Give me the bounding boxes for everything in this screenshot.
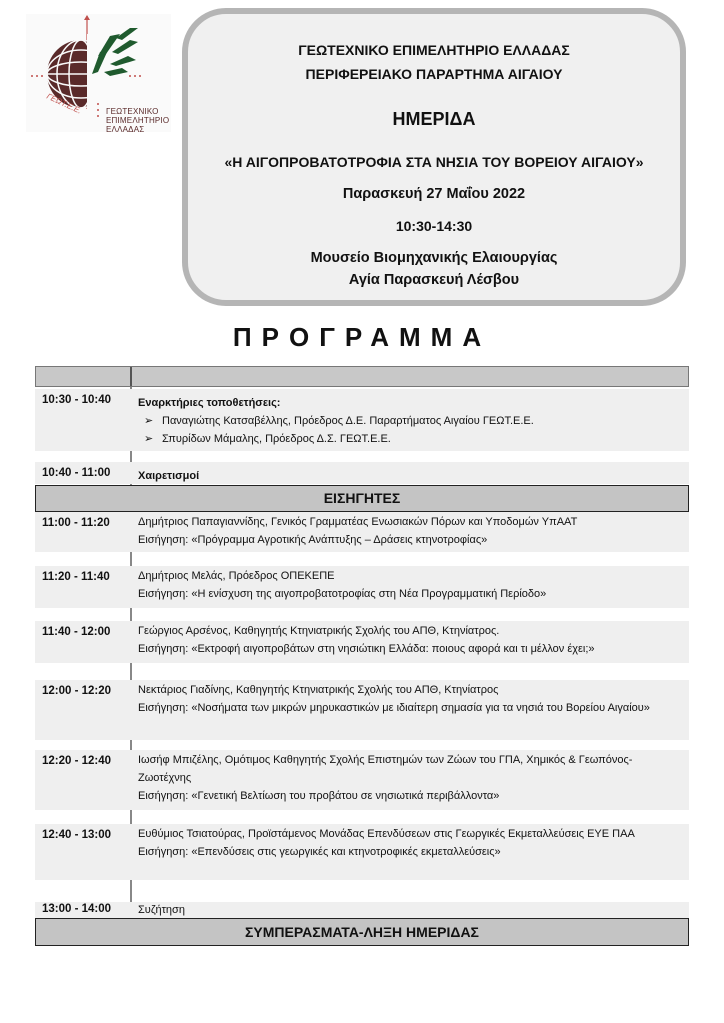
bullet-item [138, 430, 681, 448]
row-time: 12:20 - 12:40 [42, 755, 112, 767]
row-time: 11:40 - 12:00 [42, 626, 111, 638]
logo-caption-line: ΕΛΛΑΔΑΣ [106, 125, 145, 134]
row-content: Συζήτηση [138, 904, 185, 916]
speakers-section-heading: ΕΙΣΗΓΗΤΕΣ [35, 485, 689, 512]
row-time: 12:40 - 13:00 [42, 829, 112, 841]
talk-title: Εισήγηση: «Επενδύσεις στις γεωργικές και κτηνοτροφικές εκμεταλλεύσεις» [138, 846, 501, 858]
row-content [138, 825, 681, 861]
talk-title: Εισήγηση: «Νοσήματα των μικρών μηρυκαστικών με ιδιαίτερη σημασία για τα νησιά του Βορείου Αιγαίου» [138, 702, 650, 714]
event-type: ΗΜΕΡΙΔΑ [392, 109, 476, 129]
logo-caption-line: ΓΕΩΤΕΧΝΙΚΟ [106, 107, 159, 116]
geotee-logo [26, 14, 171, 132]
row-time: 13:00 - 14:00 [42, 903, 112, 915]
table-row-talk [35, 566, 689, 608]
row-content [138, 394, 681, 448]
opening-heading: Εναρκτήριες τοποθετήσεις: [138, 397, 281, 409]
org-branch: ΠΕΡΙΦΕΡΕΙΑΚΟ ΠΑΡΑΡΤΗΜΑ ΑΙΓΑΙΟΥ [305, 66, 563, 82]
program-title: ΠΡΟΓΡΑΜΜΑ [232, 322, 492, 352]
speaker: Νεκτάριος Γιαδίνης, Καθηγητής Κτηνιατρικής Σχολής του ΑΠΘ, Κτηνίατρος [138, 684, 499, 696]
table-row-greetings [35, 462, 689, 484]
event-header-box [182, 8, 686, 306]
header-divider [130, 367, 132, 386]
svg-text:ΓΕΩΤ.Ε.Ε.: ΓΕΩΤ.Ε.Ε. [45, 91, 83, 116]
talk-title: Εισήγηση: «Η ενίσχυση της αιγοπροβατοτροφίας στη Νέα Προγραμματική Περίοδο» [138, 588, 547, 600]
event-location: Αγία Παρασκευή Λέσβου [348, 272, 520, 288]
table-row-opening [35, 389, 689, 451]
bullet-text: Σπυρίδων Μάμαλης, Πρόεδρος Δ.Σ. ΓΕΩΤ.Ε.Ε. [162, 433, 391, 445]
row-time: 10:40 - 11:00 [42, 467, 111, 479]
bullet-text: Παναγιώτης Κατσαβέλλης, Πρόεδρος Δ.Ε. Παραρτήματος Αιγαίου ΓΕΩΤ.Ε.Ε. [162, 415, 534, 427]
speaker: Ιωσήφ Μπιζέλης, Ομότιμος Καθηγητής Σχολής Επιστημών των Ζώων του ΓΠΑ, Χημικός & Γεωπόνος-Ζωοτέχνης [138, 754, 633, 784]
table-row-discussion [35, 902, 689, 918]
arrowhead-bullet-icon: ➢ [144, 433, 154, 445]
row-content [138, 751, 681, 805]
row-content [138, 567, 681, 603]
closing-section-heading: ΣΥΜΠΕΡΑΣΜΑΤΑ-ΛΗΞΗ ΗΜΕΡΙΔΑΣ [35, 918, 689, 946]
row-time: 10:30 - 10:40 [42, 394, 112, 406]
speaker: Δημήτριος Παπαγιαννίδης, Γενικός Γραμματέας Ενωσιακών Πόρων και Υποδομών ΥπΑΑΤ [138, 516, 578, 528]
table-row-talk [35, 621, 689, 663]
row-time: 12:00 - 12:20 [42, 685, 112, 697]
speaker: Δημήτριος Μελάς, Πρόεδρος ΟΠΕΚΕΠΕ [138, 570, 335, 582]
table-header-row [35, 366, 689, 387]
org-name: ΓΕΩΤΕΧΝΙΚΟ ΕΠΙΜΕΛΗΤΗΡΙΟ ΕΛΛΑΔΑΣ [298, 42, 570, 58]
table-row-talk [35, 680, 689, 740]
table-row-talk [35, 750, 689, 810]
row-time: 11:00 - 11:20 [42, 517, 110, 529]
row-content: Χαιρετισμοί [138, 470, 200, 482]
event-date: Παρασκευή 27 Μαΐου 2022 [342, 186, 526, 202]
row-content [138, 513, 681, 549]
logo-caption [106, 107, 169, 134]
event-title: «Η ΑΙΓΟΠΡΟΒΑΤΟΤΡΟΦΙΑ ΣΤΑ ΝΗΣΙΑ ΤΟΥ ΒΟΡΕΙΟΥ ΑΙΓΑΙΟΥ» [224, 154, 644, 170]
logo-caption-line: ΕΠΙΜΕΛΗΤΗΡΙΟ [106, 116, 170, 125]
table-row-talk [35, 512, 689, 552]
row-content [138, 622, 681, 658]
talk-title: Εισήγηση: «Πρόγραμμα Αγροτικής Ανάπτυξης – Δράσεις κτηνοτροφίας» [138, 534, 488, 546]
event-time: 10:30-14:30 [395, 218, 473, 234]
bullet-item [138, 412, 681, 430]
talk-title: Εισήγηση: «Γενετική Βελτίωση του προβάτου σε νησιωτικά περιβάλλοντα» [138, 790, 500, 802]
speaker: Γεώργιος Αρσένος, Καθηγητής Κτηνιατρικής Σχολής του ΑΠΘ, Κτηνίατρος. [138, 625, 500, 637]
arrowhead-bullet-icon: ➢ [144, 415, 154, 427]
event-venue: Μουσείο Βιομηχανικής Ελαιουργίας [310, 250, 558, 266]
speaker: Ευθύμιος Τσιατούρας, Προϊστάμενος Μονάδας Επενδύσεων στις Γεωργικές Εκμεταλλεύσεις ΕΥΕ ΠΑΑ [138, 828, 635, 840]
talk-title: Εισήγηση: «Εκτροφή αιγοπροβάτων στη νησιώτικη Ελλάδα: ποιους αφορά και τι μέλλον έχει;» [138, 643, 595, 655]
table-row-talk [35, 824, 689, 880]
row-time: 11:20 - 11:40 [42, 571, 110, 583]
row-content [138, 681, 681, 717]
